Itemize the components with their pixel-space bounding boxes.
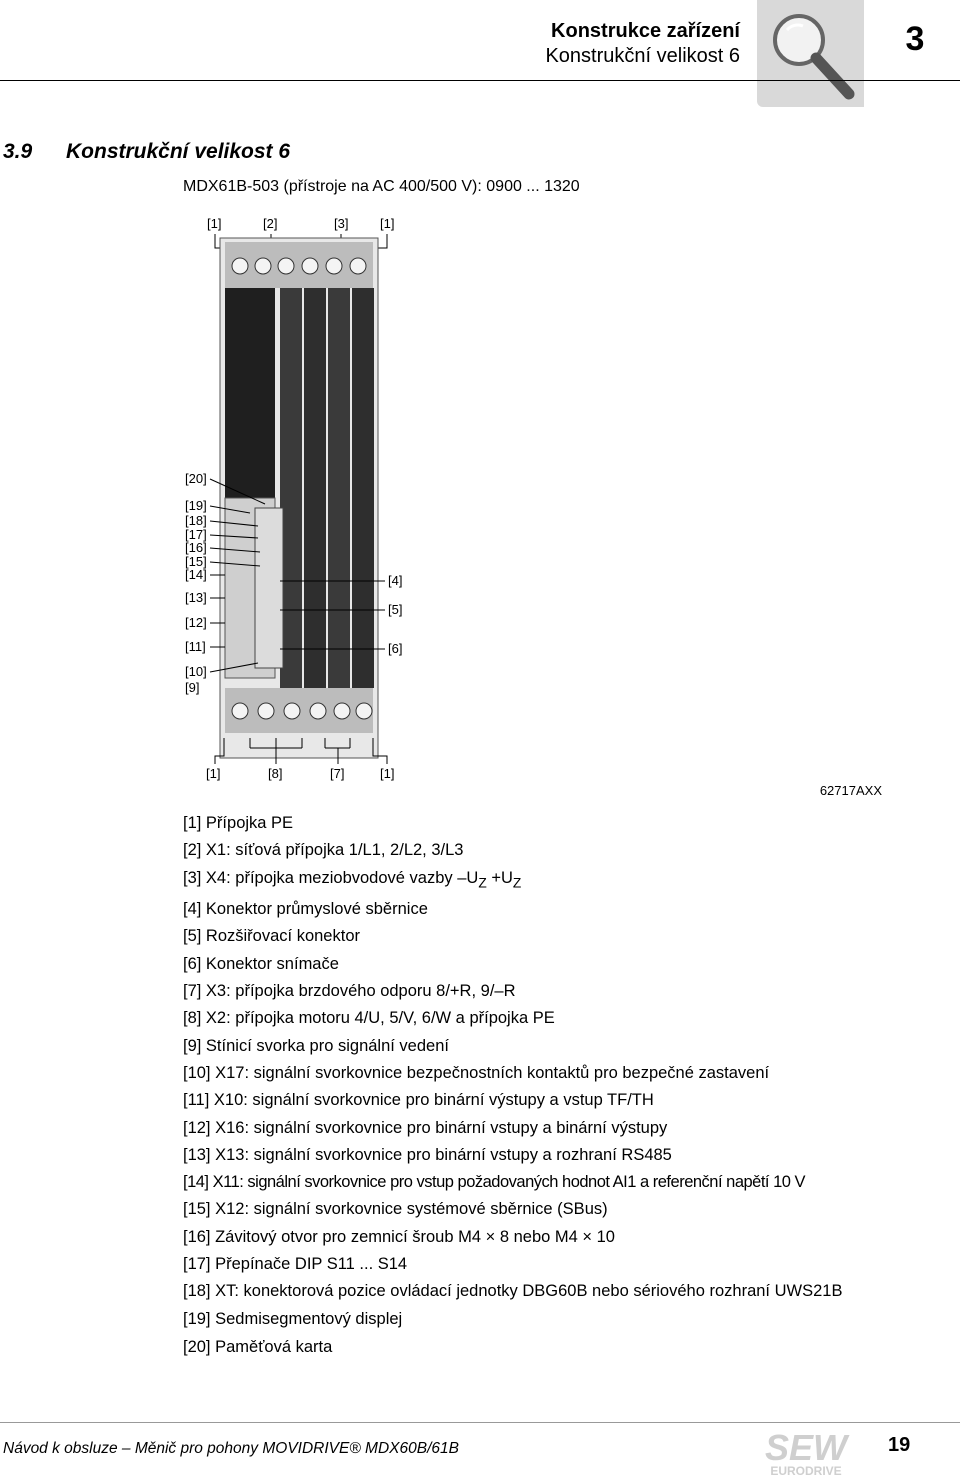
section-number: 3.9 (3, 140, 33, 163)
right-label-6: [6] (388, 641, 403, 656)
footer-rule (0, 1422, 960, 1423)
left-label-10: [10] (185, 664, 207, 679)
legend-item: [2] X1: síťová přípojka 1/L1, 2/L2, 3/L3 (183, 841, 464, 860)
legend-item: [10] X17: signální svorkovnice bezpečnostních kontaktů pro bezpečné zastavení (183, 1063, 770, 1082)
legend-item: [14] X11: signální svorkovnice pro vstup požadovaných hodnot AI1 a referenční napětí 10 V (183, 1173, 806, 1192)
section-subtitle: MDX61B-503 (přístroje na AC 400/500 V): 0900 ... 1320 (183, 178, 580, 195)
legend-item: [6] Konektor snímače (183, 954, 339, 973)
right-labels (388, 573, 402, 656)
header-subtitle: Konstrukční velikost 6 (545, 45, 740, 67)
left-label-19: [19] (185, 498, 207, 513)
right-label-5: [5] (388, 602, 403, 617)
legend-item: [7] X3: přípojka brzdového odporu 8/+R, 9/–R (183, 982, 516, 1001)
svg-text:EURODRIVE: EURODRIVE (770, 1464, 842, 1478)
chapter-number: 3 (905, 20, 925, 58)
legend-item: [12] X16: signální svorkovnice pro binární vstupy a binární výstupy (183, 1118, 668, 1137)
footer-text: Návod k obsluze – Měnič pro pohony MOVIDRIVE® MDX60B/61B (3, 1440, 459, 1457)
left-label-17: [17] (185, 527, 207, 542)
legend-item: [11] X10: signální svorkovnice pro binární výstupy a vstup TF/TH (183, 1091, 654, 1110)
page-number: 19 (888, 1434, 911, 1456)
magnifier-icon (757, 0, 864, 107)
left-label-13: [13] (185, 590, 207, 605)
legend-item: [16] Závitový otvor pro zemnicí šroub M4 × 8 nebo M4 × 10 (183, 1227, 615, 1246)
left-label-9: [9] (185, 680, 200, 695)
bottom-label-1b: [1] (380, 766, 395, 781)
left-label-15: [15] (185, 554, 207, 569)
legend-list (183, 810, 883, 1361)
section-title: Konstrukční velikost 6 (66, 140, 291, 163)
sew-eurodrive-logo (750, 1426, 862, 1478)
legend-item: [5] Rozšiřovací konektor (183, 927, 360, 946)
left-label-20: [20] (185, 471, 207, 486)
control-connectors (255, 508, 283, 668)
left-labels (185, 471, 207, 695)
legend-item: [20] Paměťová karta (183, 1337, 333, 1356)
top-label-4: [1] (380, 216, 395, 231)
bottom-label-7: [7] (330, 766, 345, 781)
svg-text:SEW: SEW (764, 1427, 848, 1468)
legend-item: [17] Přepínače DIP S11 ... S14 (183, 1255, 408, 1274)
bottom-label-1: [1] (206, 766, 221, 781)
right-label-4: [4] (388, 573, 403, 588)
header-title: Konstrukce zařízení (551, 20, 740, 42)
left-label-18: [18] (185, 513, 207, 528)
legend-item: [13] X13: signální svorkovnice pro binární vstupy a rozhraní RS485 (183, 1145, 672, 1164)
legend-item: [19] Sedmisegmentový displej (183, 1310, 403, 1329)
left-label-16: [16] (185, 540, 207, 555)
bottom-label-8: [8] (268, 766, 283, 781)
header-rule (0, 80, 960, 81)
legend-item: [9] Stínicí svorka pro signální vedení (183, 1036, 449, 1055)
legend-item: [1] Přípojka PE (183, 814, 294, 832)
top-label-1: [1] (207, 216, 222, 231)
left-label-14: [14] (185, 567, 207, 582)
left-label-11: [11] (185, 639, 206, 654)
legend-item: [4] Konektor průmyslové sběrnice (183, 900, 428, 919)
header-icon-box (757, 0, 864, 107)
legend-item: [18] XT: konektorová pozice ovládací jednotky DBG60B nebo sériového rozhraní UWS21B (183, 1282, 843, 1301)
figure-code: 62717AXX (819, 783, 882, 798)
legend-item-3: [3] X4: přípojka meziobvodové vazby $-U_Z +U_Z$ (183, 868, 522, 890)
top-label-3: [3] (334, 216, 349, 231)
device-figure (180, 208, 900, 808)
top-label-2: [2] (263, 216, 278, 231)
left-label-12: [12] (185, 615, 207, 630)
legend-item: [15] X12: signální svorkovnice systémové sběrnice (SBus) (183, 1200, 608, 1219)
left-dark-panel (225, 288, 275, 498)
legend-item: [8] X2: přípojka motoru 4/U, 5/V, 6/W a přípojka PE (183, 1009, 555, 1028)
